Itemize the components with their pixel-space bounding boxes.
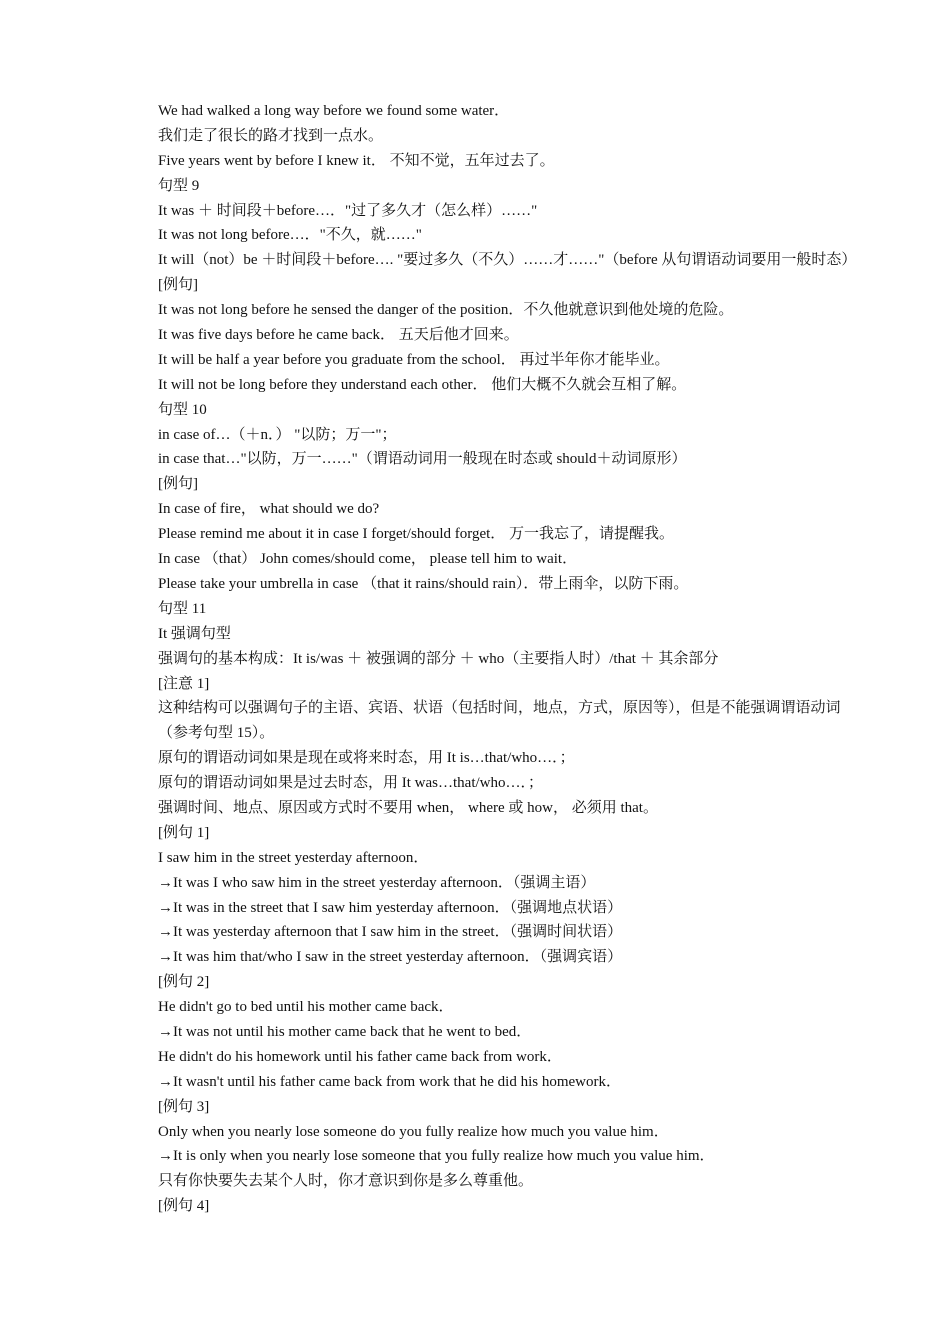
text-line: It will not be long before they understand each other． 他们大概不久就会互相了解。: [158, 376, 687, 393]
example-label: [例句]: [158, 277, 198, 294]
example-label: [例句 2]: [158, 974, 210, 991]
text-line: →It wasn't until his father came back from work that he did his homework．: [158, 1073, 622, 1090]
text-line: Five years went by before I knew it． 不知不觉，五年过去了。: [158, 152, 555, 169]
text-line: Please remind me about it in case I forget/should forget． 万一我忘了，请提醒我。: [158, 526, 675, 543]
section-heading: 句型 9: [158, 177, 200, 194]
text-line: 原句的谓语动词如果是现在或将来时态，用 It is…that/who…．；: [158, 750, 575, 767]
document-page: [158, 99, 864, 1219]
text-line: →It was I who saw him in the street yesterday afternoon．（强调主语）: [158, 874, 596, 891]
text-line: 强调句的基本构成：It is/was ＋ 被强调的部分 ＋ who（主要指人时）/that ＋ 其余部分: [158, 650, 719, 667]
text-line: →It is only when you nearly lose someone that you fully realize how much you value him．: [158, 1148, 715, 1165]
text-line: We had walked a long way before we found some water．: [158, 103, 510, 119]
text-line: It will（not）be ＋时间段＋before…. "要过多久（不久）……才……"（before 从句谓语动词要用一般时态）: [158, 252, 857, 269]
example-label: [例句]: [158, 476, 198, 493]
text-line: →It was in the street that I saw him yesterday afternoon．（强调地点状语）: [158, 899, 623, 916]
text-line: →It was not until his mother came back that he went to bed．: [158, 1024, 532, 1040]
example-label: [例句 3]: [158, 1098, 210, 1115]
text-line: in case of…（＋n．） "以防；万一"；: [158, 426, 397, 443]
text-line: Only when you nearly lose someone do you fully realize how much you value him．: [158, 1123, 669, 1140]
example-label: [例句 1]: [158, 824, 210, 841]
text-line: He didn't do his homework until his father came back from work．: [158, 1048, 562, 1065]
text-line: He didn't go to bed until his mother came back．: [158, 999, 454, 1016]
section-heading: 句型 10: [158, 401, 207, 418]
text-line: In case of fire， what should we do?: [158, 501, 380, 518]
note-label: [注意 1]: [158, 675, 210, 692]
text-line: It was ＋ 时间段＋before…．"过了多久才（怎么样）……": [158, 202, 538, 219]
text-line: 只有你快要失去某个人时，你才意识到你是多么尊重他。: [158, 1173, 534, 1190]
text-line: 我们走了很长的路才找到一点水。: [158, 127, 384, 144]
text-line: It was five days before he came back． 五天后他才回来。: [158, 327, 519, 344]
text-line: →It was yesterday afternoon that I saw him in the street．（强调时间状语）: [158, 924, 623, 941]
text-line: It will be half a year before you graduate from the school． 再过半年你才能毕业。: [158, 351, 670, 368]
text-line: It was not long before…．"不久，就……": [158, 227, 422, 244]
text-line: I saw him in the street yesterday afternoon．: [158, 849, 429, 866]
text-line: in case that…"以防，万一……"（谓语动词用一般现在时态或 should＋动词原形）: [158, 451, 687, 468]
text-line: 原句的谓语动词如果是过去时态，用 It was…that/who…．；: [158, 775, 543, 792]
text-line: →It was him that/who I saw in the street yesterday afternoon．（强调宾语）: [158, 949, 623, 966]
example-label: [例句 4]: [158, 1198, 210, 1215]
text-line: Please take your umbrella in case （that it rains/should rain）．带上雨伞，以防下雨。: [158, 575, 689, 592]
text-line: It 强调句型: [158, 625, 231, 642]
text-line: It was not long before he sensed the danger of the position．不久他就意识到他处境的危险。: [158, 302, 734, 319]
section-heading: 句型 11: [158, 600, 207, 617]
text-line: In case （that） John comes/should come， please tell him to wait．: [158, 551, 578, 568]
text-line: 这种结构可以强调句子的主语、宾语、状语（包括时间，地点，方式，原因等），但是不能强调谓语动词（参考句型 15）。: [158, 700, 841, 742]
text-line: 强调时间、地点、原因或方式时不要用 when， where 或 how， 必须用 that。: [158, 799, 658, 816]
